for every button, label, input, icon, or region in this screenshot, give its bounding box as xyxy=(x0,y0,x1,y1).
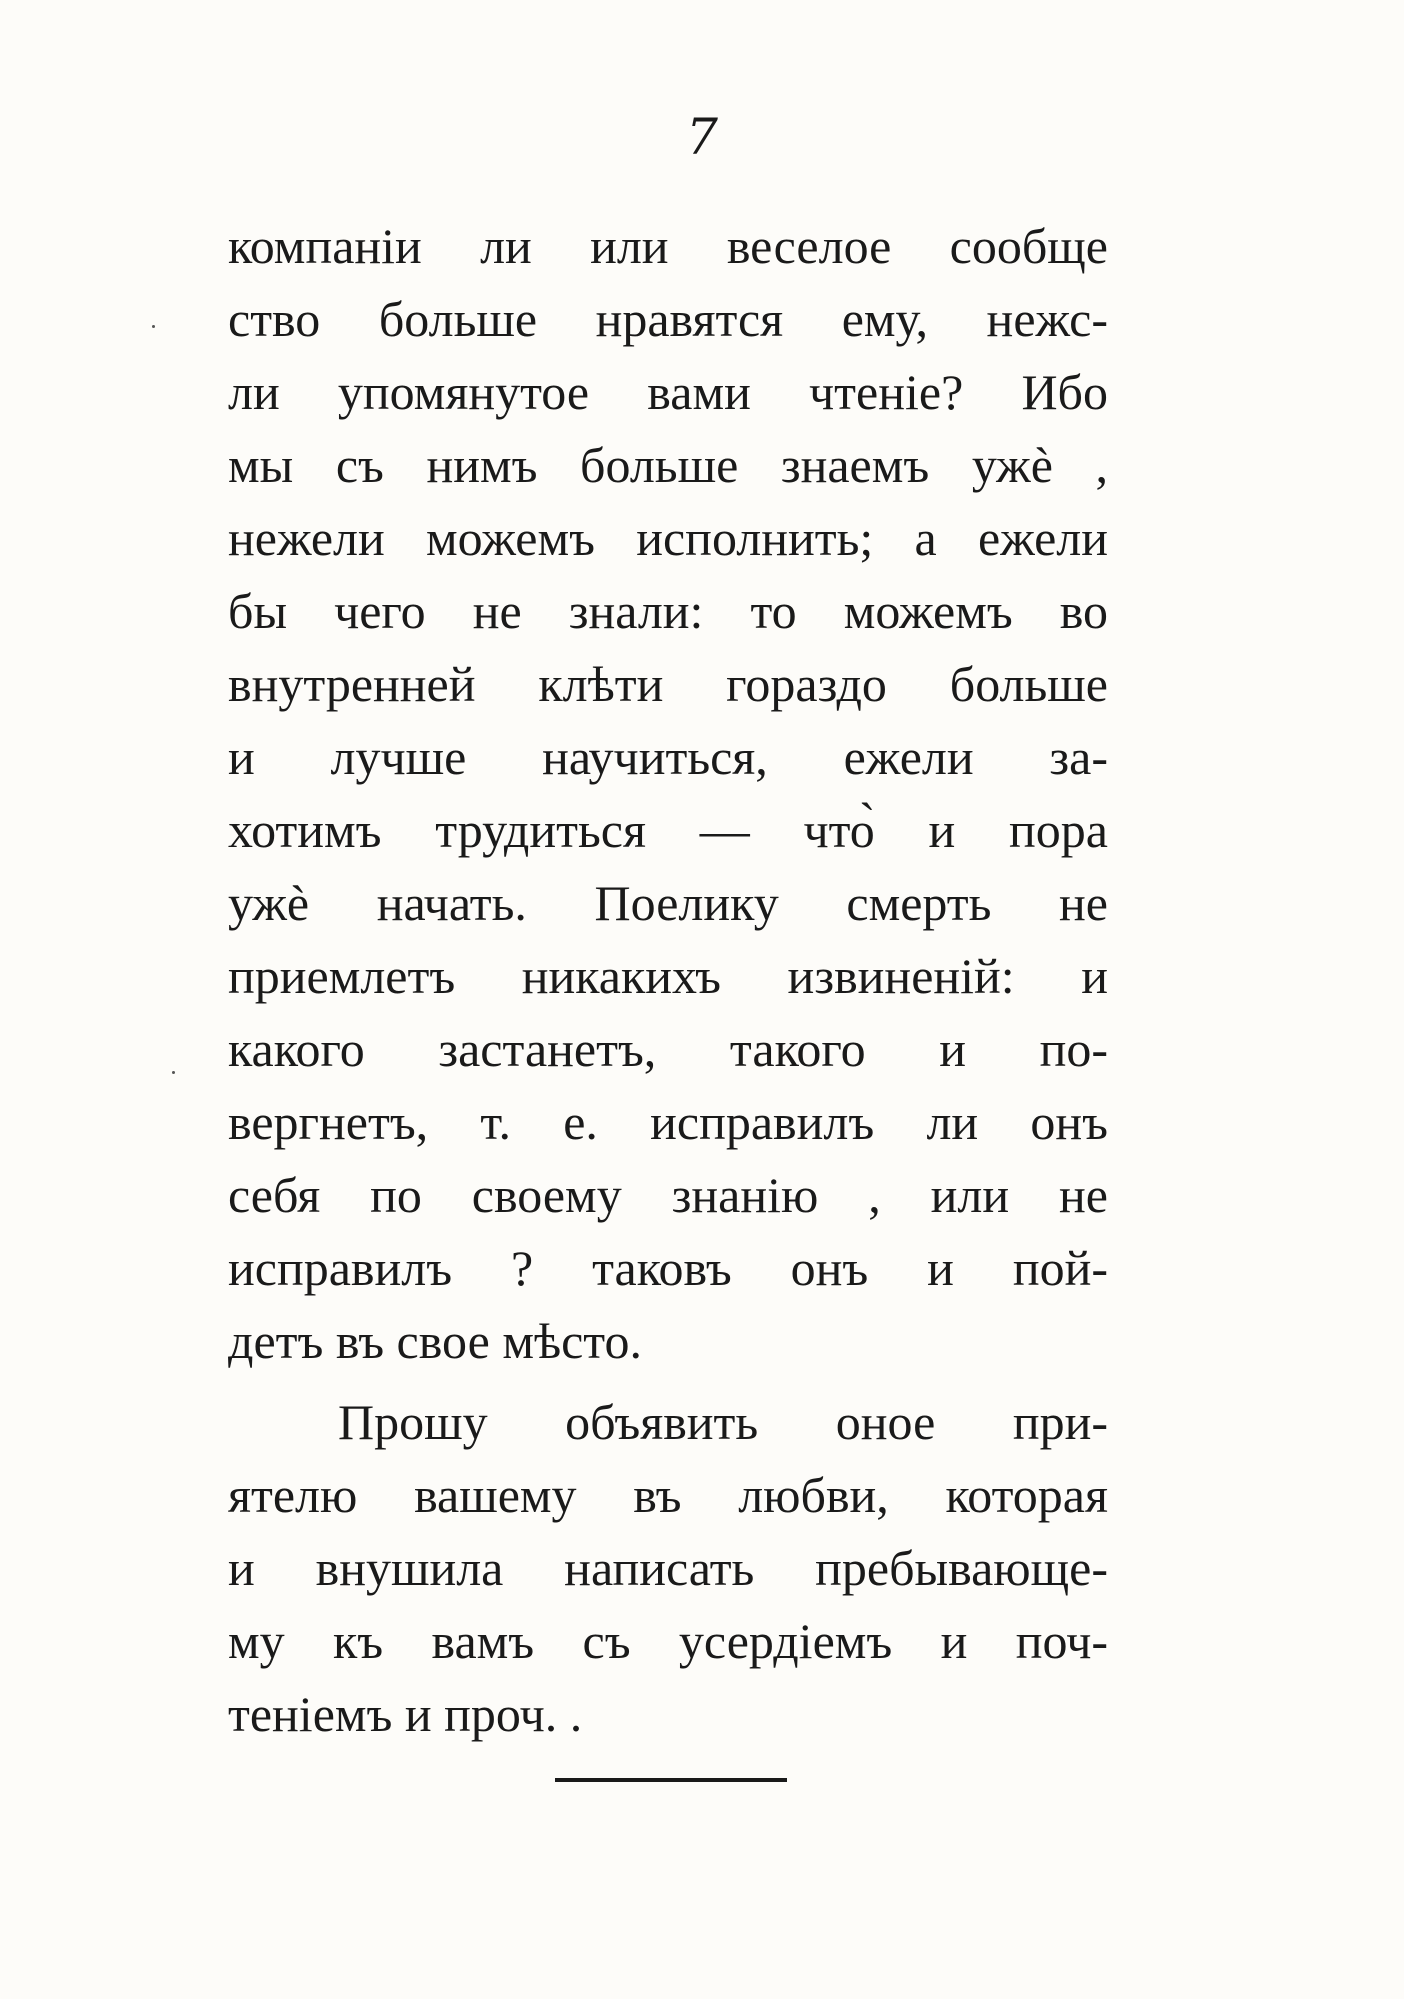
paragraph-1 xyxy=(228,210,1108,1378)
text-line: детъ въ свое мѣсто. xyxy=(228,1313,642,1369)
page-number: 7 xyxy=(686,108,718,166)
end-rule-divider xyxy=(555,1778,787,1782)
text-line: ство больше нравятся ему, нежс- xyxy=(228,291,1108,347)
text-body xyxy=(228,210,1108,1751)
text-line: внутренней клѣти гораздо больше xyxy=(228,656,1108,712)
text-line: мы съ нимъ больше знаемъ ужѐ , xyxy=(228,437,1108,493)
text-line: теніемъ и проч. . xyxy=(228,1686,583,1742)
text-line: себя по своему знанію , или не xyxy=(228,1167,1108,1223)
text-line: и внушила написать пребывающе- xyxy=(228,1540,1108,1596)
text-line: какого застанетъ, такого и по- xyxy=(228,1021,1108,1077)
text-line: вергнетъ, т. е. исправилъ ли онъ xyxy=(228,1094,1108,1150)
text-line: хотимъ трудиться — что̀ и пора xyxy=(228,802,1108,858)
text-line: ужѐ начать. Поелику смерть не xyxy=(228,875,1108,931)
text-line: му къ вамъ съ усердіемъ и поч- xyxy=(228,1613,1108,1669)
text-line: ятелю вашему въ любви, которая xyxy=(228,1467,1108,1523)
text-line: Прошу объявить оное при- xyxy=(338,1394,1108,1450)
text-line: и лучше научиться, ежели за- xyxy=(228,729,1108,785)
text-line: исправилъ ? таковъ онъ и пой- xyxy=(228,1240,1108,1296)
text-line: бы чего не знали: то можемъ во xyxy=(228,583,1108,639)
paragraph-2 xyxy=(228,1386,1108,1751)
text-line: нежели можемъ исполнить; а ежели xyxy=(228,510,1108,566)
scan-speck xyxy=(152,325,155,328)
scan-speck xyxy=(172,1071,175,1074)
text-line: приемлетъ никакихъ извиненій: и xyxy=(228,948,1108,1004)
text-line: ли упомянутое вами чтеніе? Ибо xyxy=(228,364,1108,420)
text-line: компаніи ли или веселое сообще xyxy=(228,218,1108,274)
